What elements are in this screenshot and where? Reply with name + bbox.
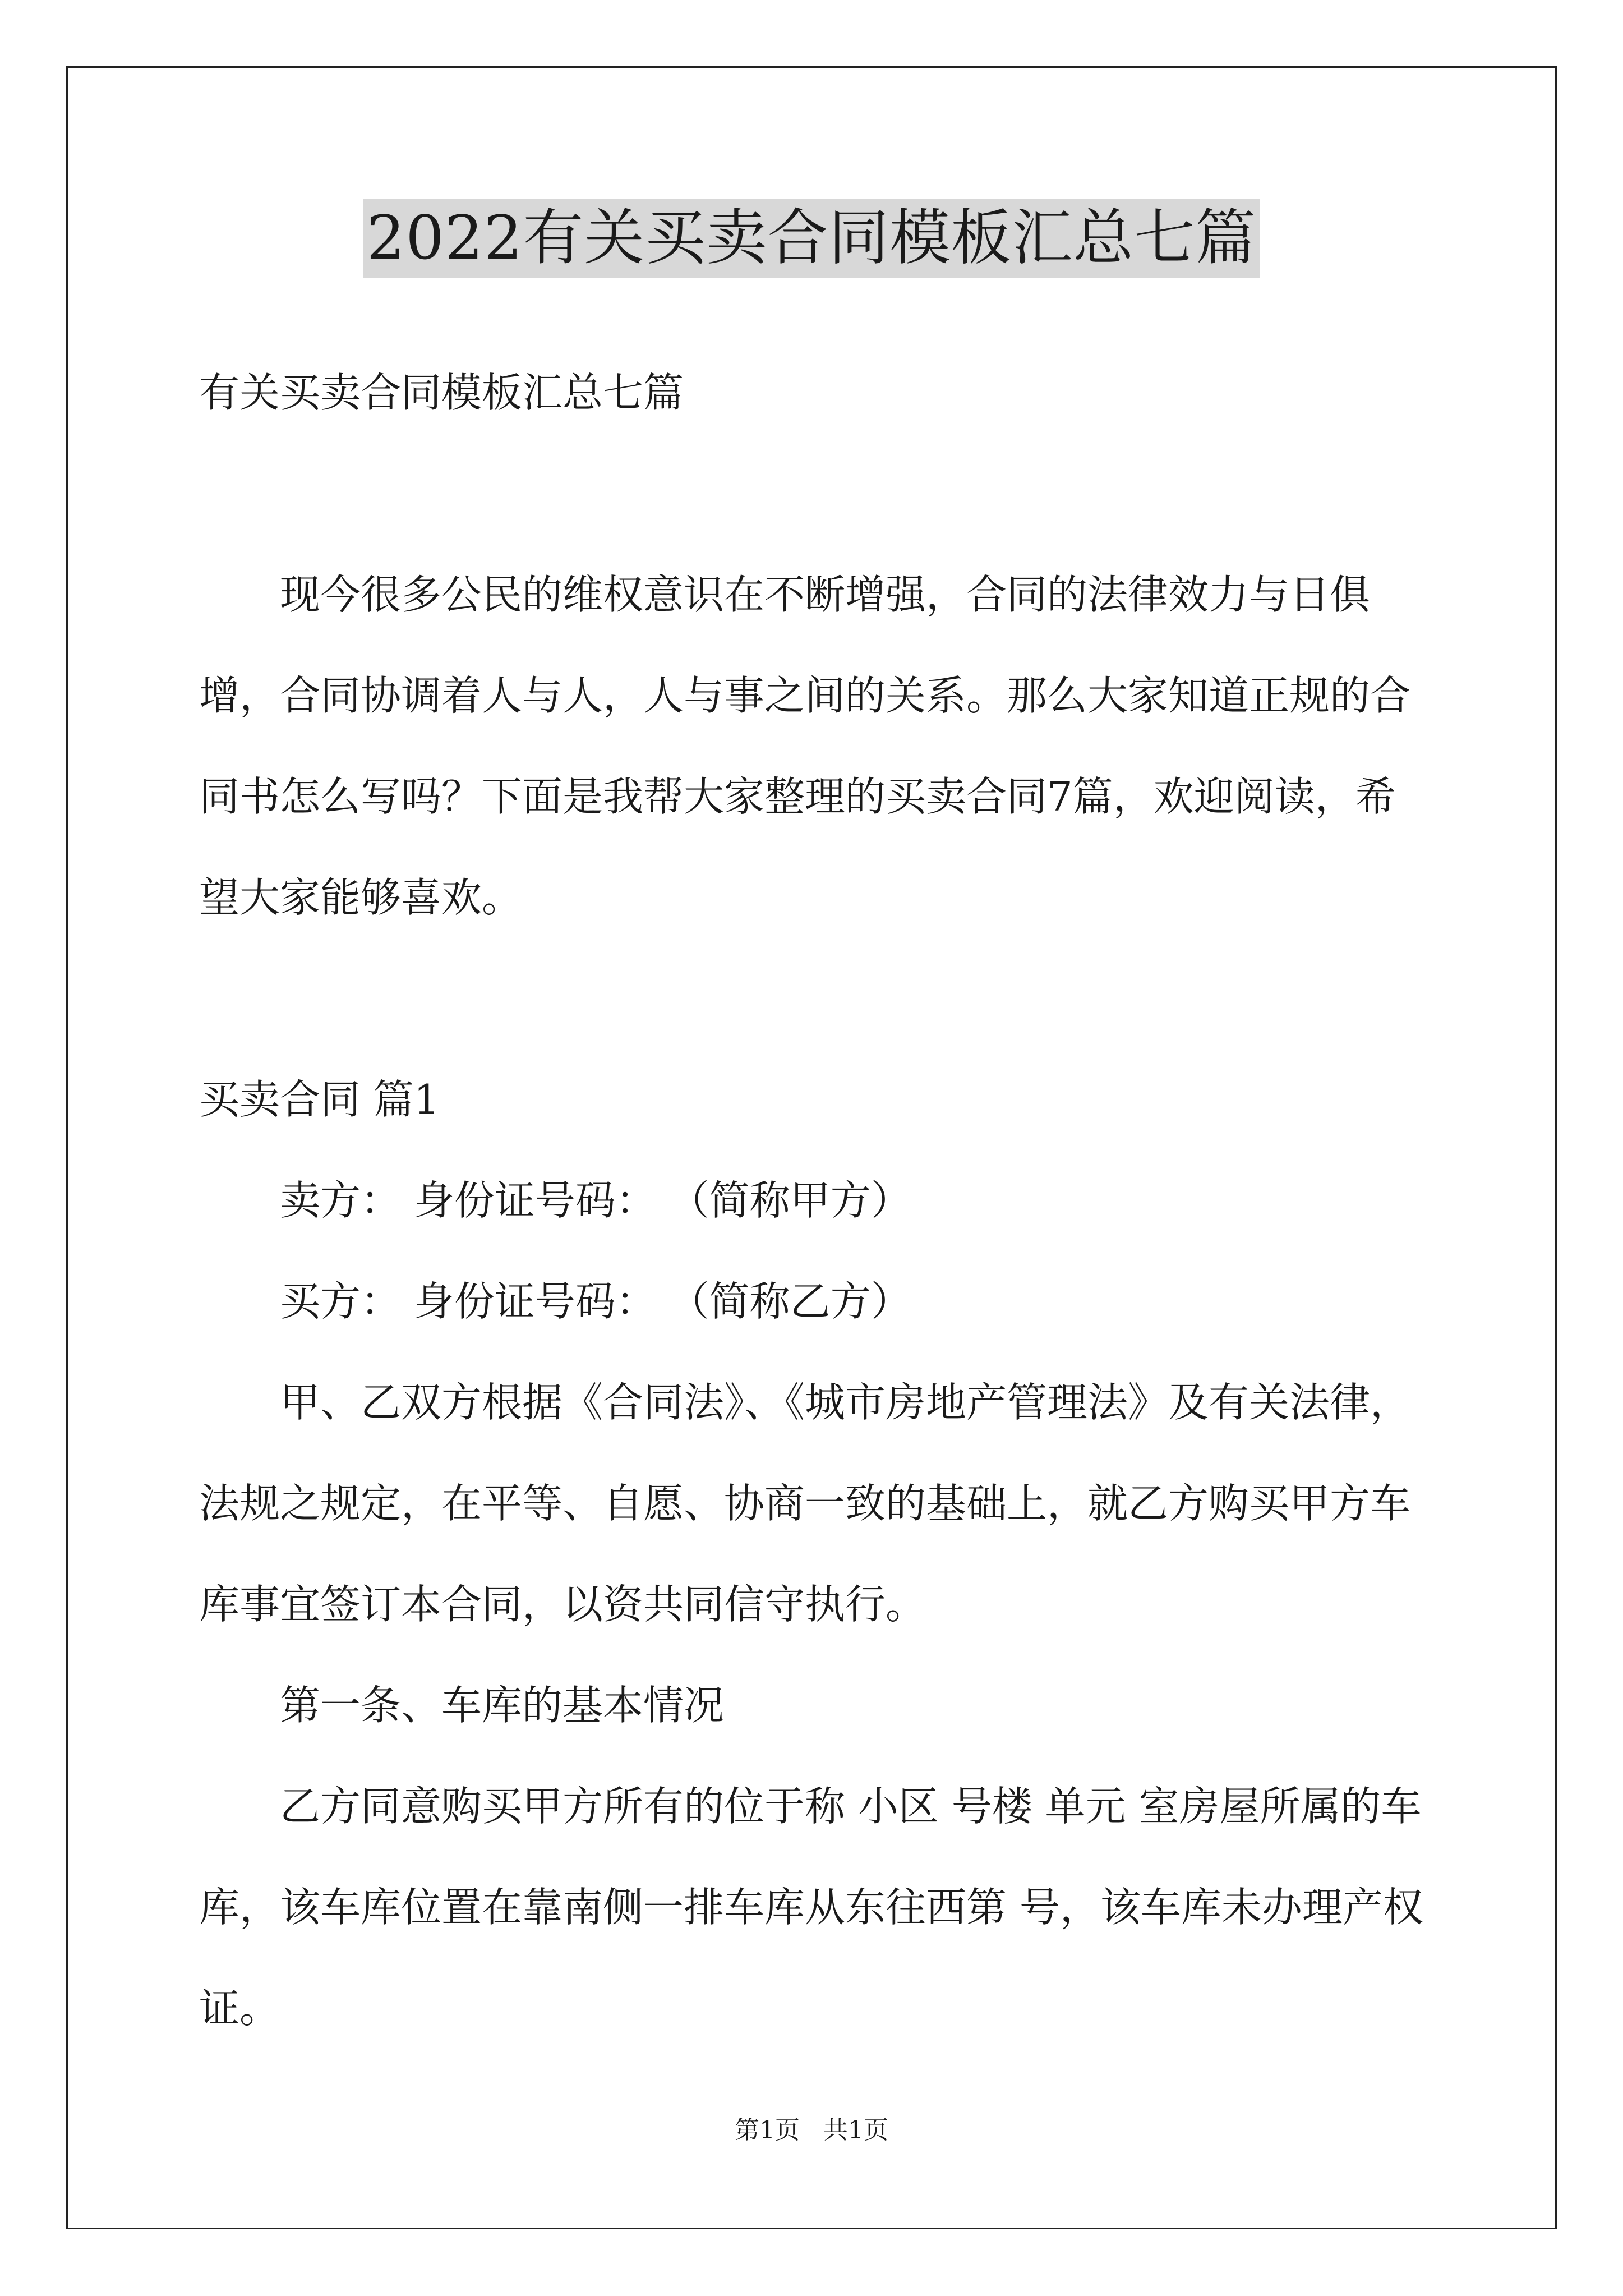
page-footer bbox=[0, 2114, 1623, 2147]
document-title: 2022有关买卖合同模板汇总七篇 bbox=[363, 199, 1260, 278]
intro-paragraph: 现今很多公民的维权意识在不断增强，合同的法律效力与日俱增，合同协调着人与人，人与事之间的关系。那么大家知道正规的合同书怎么写吗？下面是我帮大家整理的买卖合同7篇，欢迎阅读，希望大家能够喜欢。 bbox=[199, 571, 1411, 921]
buyer-line: 买方： 身份证号码： （简称乙方） bbox=[280, 1278, 911, 1325]
seller-line: 卖方： 身份证号码： （简称甲方） bbox=[280, 1177, 911, 1224]
article-1-heading: 第一条、车库的基本情况 bbox=[280, 1682, 725, 1729]
section-heading: 买卖合同 篇1 bbox=[199, 1076, 440, 1123]
title-wrap bbox=[0, 199, 1623, 278]
article-1-body: 乙方同意购买甲方所有的位于称 小区 号楼 单元 室房屋所属的车库，该车库位置在靠南侧一排车库从东往西第 号，该车库未办理产权证。 bbox=[199, 1783, 1423, 2032]
basis-paragraph: 甲、乙双方根据《合同法》、《城市房地产管理法》及有关法律，法规之规定，在平等、自愿、协商一致的基础上，就乙方购买甲方车库事宜签订本合同，以资共同信守执行。 bbox=[199, 1379, 1411, 1628]
spacer bbox=[199, 948, 1433, 1049]
document-body bbox=[199, 342, 1433, 2059]
document-subtitle: 有关买卖合同模板汇总七篇 bbox=[199, 369, 684, 416]
spacer bbox=[199, 443, 1433, 544]
page-number: 第1页 共1页 bbox=[735, 2116, 888, 2145]
